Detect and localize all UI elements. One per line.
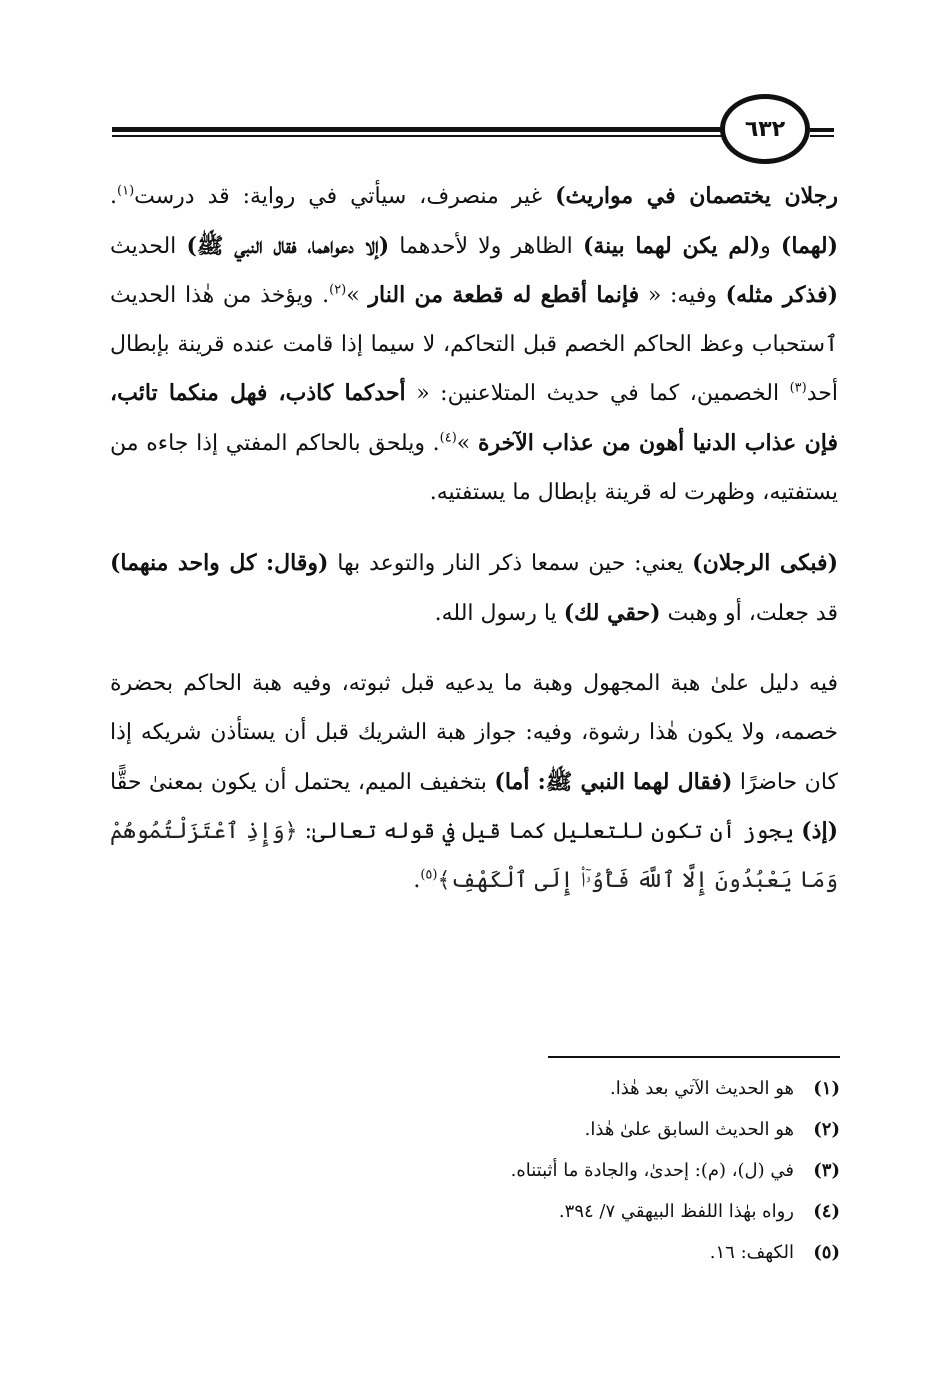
footnote-4 (300, 1191, 840, 1232)
commentary-text: » (456, 430, 478, 456)
header-rule-thick (112, 127, 730, 132)
hadith-text: (إلا دعواهما، فقال النبي ﷺ) (186, 232, 390, 259)
commentary-text: . (413, 867, 421, 893)
hadith-text: أحدكما كاذب، فهل منكما تائب، فإن عذاب الدنيا أهون من عذاب الآخرة (110, 380, 838, 456)
footnote-number: (٣) (813, 1160, 840, 1181)
footnote-text: هو الحديث الآتي بعد هٰذا. (610, 1078, 794, 1099)
header-rule-right-thin (810, 135, 834, 137)
hadith-text: رجلان يختصمان في مواريث) (555, 183, 838, 209)
footnote-1 (300, 1068, 840, 1109)
hadith-text: (لهما) (780, 232, 838, 259)
commentary-text: يعني: حين سمعا ذكر النار والتوعد بها (328, 551, 693, 577)
footnote-3 (300, 1150, 840, 1191)
commentary-text: الخصمين، كما في حديث المتلاعنين: « (405, 381, 790, 407)
footnote-number: (١) (813, 1078, 840, 1099)
footnote-number: (٤) (813, 1201, 840, 1222)
hadith-text: (فبكى الرجلان) (692, 550, 838, 577)
commentary-text: . ويؤخذ من هٰذا الحديث ٱستحباب وعظ الحاكم الخصم قبل التحاكم، لا سيما إذا قامت عنده قرينة بإبطال أحد (110, 283, 838, 407)
commentary-text: و (760, 233, 781, 259)
footnote-reference: (٢) (329, 282, 347, 298)
paragraph-1 (110, 172, 838, 517)
hadith-text: فإنما أقطع له قطعة من النار (368, 282, 640, 309)
hadith-text: (وقال: كل واحد منهما) (110, 550, 329, 577)
footnote-5 (300, 1232, 840, 1273)
commentary-text: قد جعلت، أو وهبت (660, 600, 838, 626)
footnote-text: في (ل)، (م): إحدىٰ، والجادة ما أثبتناه. (510, 1160, 794, 1181)
main-text (110, 172, 838, 927)
footnote-reference: (١) (117, 183, 135, 199)
commentary-text: . ويلحق بالحاكم المفتي إذا جاءه من يستفتيه، وظهرت له قرينة بإبطال ما يستفتيه. (110, 430, 838, 505)
header-rule-right (810, 128, 834, 132)
footnote-reference: (٥) (420, 867, 438, 883)
commentary-text: يا رسول الله. (434, 600, 564, 626)
footnote-reference: (٤) (439, 430, 457, 446)
commentary-text: يجوز أن تكون للتعليل كما قيل في قوله تعالىٰ: (297, 819, 802, 845)
commentary-text: الظاهر ولا لأحدهما (389, 233, 583, 259)
footnote-text: رواه بهٰذا اللفظ البيهقي ٧/ ٣٩٤. (558, 1201, 794, 1222)
hadith-text: (فذكر مثله) (725, 282, 839, 309)
commentary-text: » (346, 283, 369, 309)
hadith-text: (حقي لك) (563, 599, 661, 626)
hadith-text: (إذ) (801, 818, 838, 845)
hadith-text: (لم يكن لهما بينة) (582, 232, 761, 259)
footnote-text: الكهف: ١٦. (709, 1242, 794, 1263)
commentary-text: وفيه: « (639, 283, 726, 309)
commentary-text: بتخفيف الميم، يحتمل أن يكون بمعنىٰ حقًّا (110, 769, 495, 795)
footnote-number: (٢) (813, 1119, 840, 1140)
footnote-separator (548, 1056, 840, 1058)
header-rule-thin (112, 135, 730, 137)
page-header (0, 0, 948, 160)
footnote-2 (300, 1109, 840, 1150)
footnote-reference: (٣) (789, 381, 807, 397)
hadith-text: (فقال لهما النبي ﷺ: أما) (494, 768, 733, 795)
paragraph-3 (110, 660, 838, 905)
footnote-text: هو الحديث السابق علىٰ هٰذا. (584, 1119, 794, 1140)
commentary-text: فيه دليل علىٰ هبة المجهول وهبة ما يدعيه قبل ثبوته، وفيه هبة الحاكم بحضرة خصمه، ولا يكون هٰذا رشوة، وفيه: جواز هبة الشريك قبل أن يستأذن شريكه إذا كان حاضرًا (110, 671, 839, 795)
paragraph-2 (110, 539, 838, 638)
quran-verse: ﴿وَإِذِ ٱعْتَزَلْتُمُوهُمْ وَمَا يَعْبُدُونَ إِلَّا ٱللَّهَ فَأْوُۥٓا۟ إِلَى ٱلْكَهْفِ﴾ (110, 819, 838, 893)
commentary-text: غير منصرف، سيأتي في رواية: قد درست (134, 184, 556, 209)
footnote-number: (٥) (813, 1242, 840, 1263)
commentary-text: الحديث (110, 233, 187, 259)
commentary-text: . (110, 184, 117, 209)
page-number: ٦٣٢ (720, 94, 810, 164)
footnotes (300, 1068, 840, 1273)
